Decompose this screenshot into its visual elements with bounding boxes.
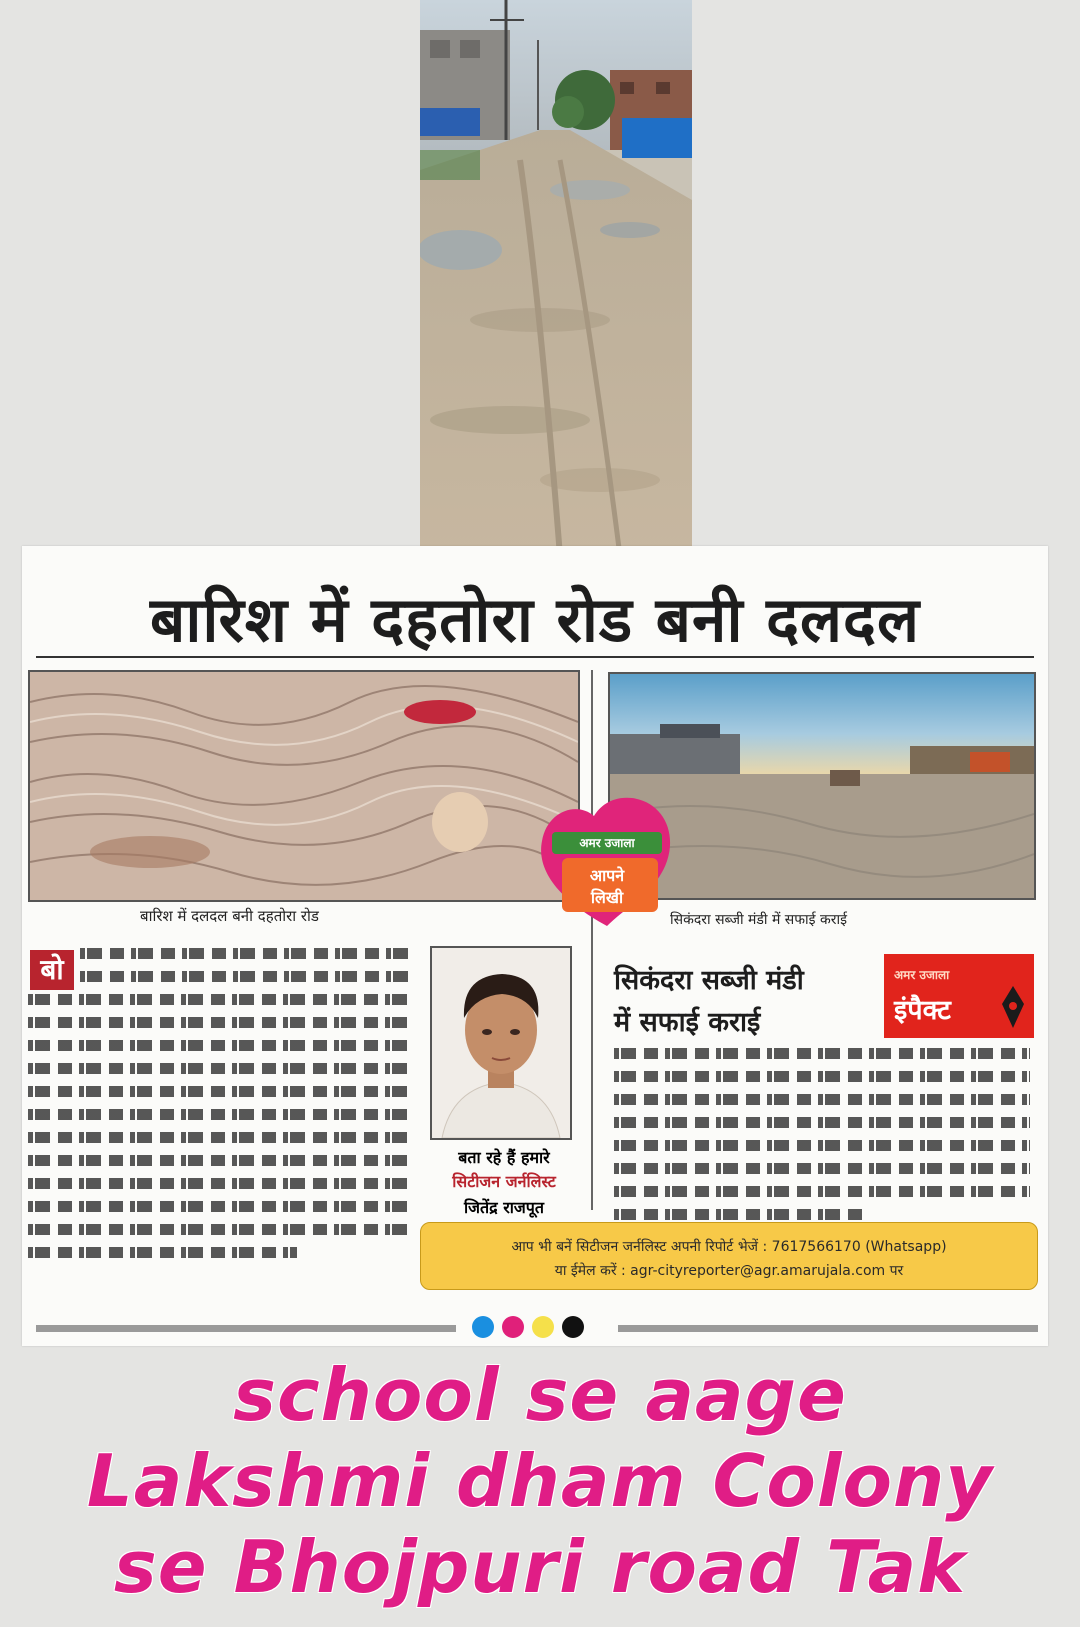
- reporter-name: जितेंद्र राजपूत: [464, 1198, 544, 1217]
- overlay-line-2: Lakshmi dham Colony: [86, 1439, 994, 1523]
- badge-word-2: लिखी: [590, 888, 624, 907]
- overlay-line-1: school se aage: [233, 1353, 847, 1437]
- story-body: [28, 948, 412, 1270]
- reporter-intro: बता रहे हैं हमारे: [458, 1148, 550, 1167]
- reporter-portrait: [430, 946, 572, 1140]
- aapne-likhi-badge: [532, 786, 682, 936]
- sub-headline: [614, 960, 864, 1044]
- sub-headline-line-1: सिकंदरा सब्जी मंडी: [614, 965, 804, 996]
- story-dropcap: बो: [30, 950, 74, 990]
- impact-brand: अमर उजाला: [894, 968, 950, 982]
- print-dot-yellow: [532, 1316, 554, 1338]
- headline-rule: [36, 656, 1034, 658]
- muddy-road-photo: [420, 0, 692, 556]
- left-image-caption: बारिश में दलदल बनी दहतोरा रोड: [140, 907, 319, 925]
- right-image-caption: सिकंदरा सब्जी मंडी में सफाई कराई: [670, 912, 847, 928]
- print-dot-cyan: [472, 1316, 494, 1338]
- contact-email-line: या ईमेल करें : agr-cityreporter@agr.amarujala.com पर: [554, 1263, 904, 1279]
- sub-headline-line-2: में सफाई कराई: [614, 1007, 761, 1038]
- reporter-role: सिटीजन जर्नलिस्ट: [452, 1172, 556, 1191]
- citizen-journalist-contact-box: [420, 1222, 1038, 1290]
- print-bar-left: [36, 1325, 456, 1332]
- overlay-line-3: se Bhojpuri road Tak: [113, 1525, 967, 1609]
- impact-badge: [884, 954, 1034, 1038]
- mud-road-image: [28, 670, 580, 902]
- print-bar-right: [618, 1325, 1038, 1332]
- impact-word: इंपैक्ट: [894, 995, 951, 1026]
- column-divider: [591, 670, 593, 1210]
- contact-phone-line: आप भी बनें सिटीजन जर्नलिस्ट अपनी रिपोर्ट भेजें : 7617566170 (Whatsapp): [511, 1239, 947, 1255]
- mud-texture-graphic: [30, 672, 578, 900]
- badge-word-1: आपने: [589, 866, 625, 885]
- newspaper-clipping: [22, 546, 1048, 1346]
- pen-nib-icon: [1000, 984, 1026, 1030]
- badge-brand: अमर उजाला: [579, 836, 635, 850]
- sub-story-body: [614, 1048, 1030, 1232]
- print-dot-magenta: [502, 1316, 524, 1338]
- reporter-avatar: [432, 948, 570, 1138]
- headline: बारिश में दहतोरा रोड बनी दलदल: [149, 583, 921, 656]
- print-dot-black: [562, 1316, 584, 1338]
- road-photo-graphic: [420, 0, 692, 556]
- overlay-caption: [0, 1352, 1080, 1610]
- badge-heart-icon: [532, 786, 682, 936]
